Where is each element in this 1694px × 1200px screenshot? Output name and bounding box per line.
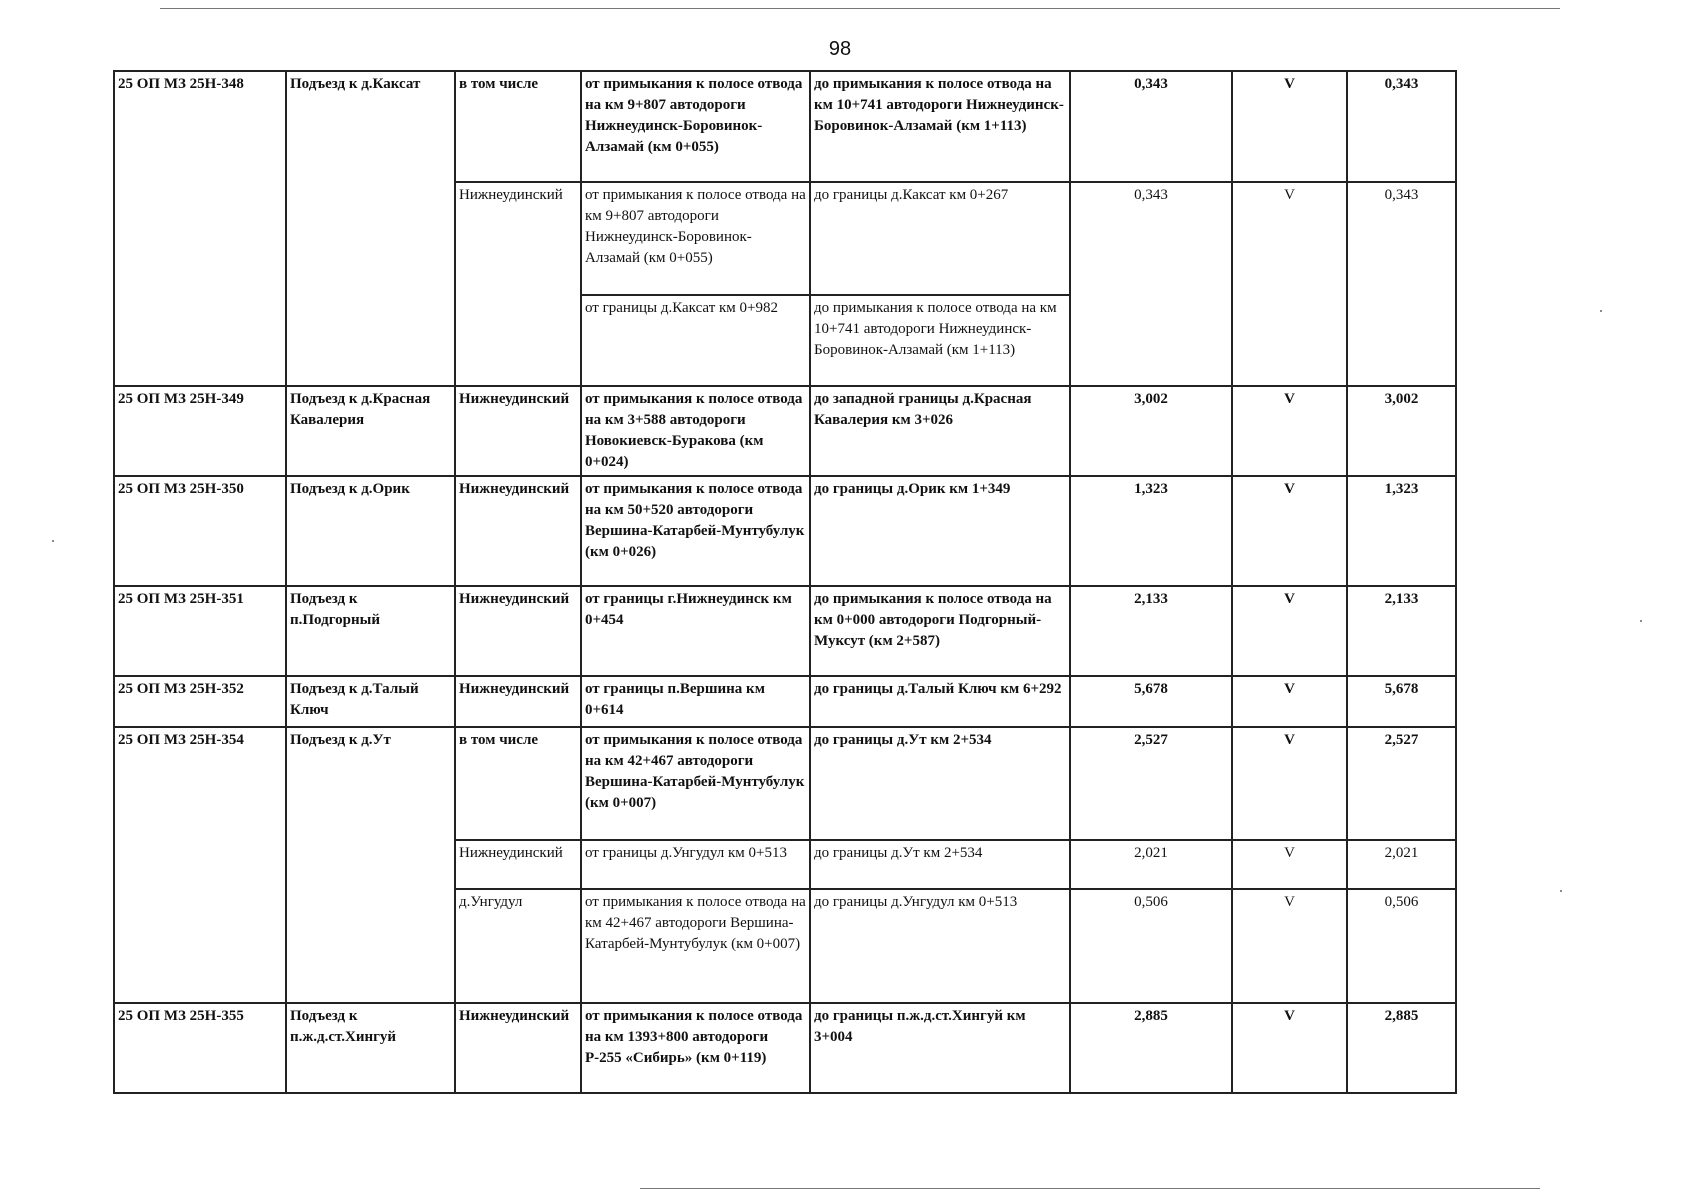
total-length: 0,343 [1347,71,1456,182]
road-category: V [1232,889,1347,1003]
district: Нижнеудинский [455,676,581,727]
length-km: 0,343 [1070,182,1232,386]
road-category: V [1232,840,1347,889]
total-length: 5,678 [1347,676,1456,727]
district: Нижнеудинский [455,476,581,586]
road-code: 25 ОП МЗ 25Н-355 [114,1003,286,1093]
district: в том числе [455,71,581,182]
segment-to: до границы д.Унгудул км 0+513 [810,889,1070,1003]
length-km: 2,133 [1070,586,1232,676]
segment-to: до западной границы д.Красная Кавалерия км 3+026 [810,386,1070,476]
segment-to: до границы п.ж.д.ст.Хингуй км 3+004 [810,1003,1070,1093]
segment-from: от примыкания к полосе отвода на км 3+588 автодороги Новокиевск-Буракова (км 0+024) [581,386,810,476]
road-category: V [1232,586,1347,676]
length-km: 5,678 [1070,676,1232,727]
road-name: Подъезд к п.Подгорный [286,586,455,676]
segment-from: от границы д.Каксат км 0+982 [581,295,810,386]
segment-to: до границы д.Ут км 2+534 [810,727,1070,840]
district: Нижнеудинский [455,586,581,676]
roads-table [113,70,1457,1094]
total-length: 2,021 [1347,840,1456,889]
table-row [114,476,1456,586]
total-length: 1,323 [1347,476,1456,586]
road-category: V [1232,1003,1347,1093]
segment-to: до примыкания к полосе отвода на км 0+000 автодороги Подгорный-Муксут (км 2+587) [810,586,1070,676]
total-length: 2,885 [1347,1003,1456,1093]
length-km: 2,021 [1070,840,1232,889]
segment-from: от примыкания к полосе отвода на км 50+520 автодороги Вершина-Катарбей-Мунтубулук (км 0+026) [581,476,810,586]
scan-speck [1560,890,1562,892]
length-km: 2,885 [1070,1003,1232,1093]
table-row [114,727,1456,840]
segment-to: до границы д.Ут км 2+534 [810,840,1070,889]
total-length: 2,133 [1347,586,1456,676]
district: Нижнеудинский [455,840,581,889]
road-category: V [1232,676,1347,727]
length-km: 2,527 [1070,727,1232,840]
segment-from: от границы г.Нижнеудинск км 0+454 [581,586,810,676]
scan-speck [1600,310,1602,312]
length-km: 0,343 [1070,71,1232,182]
table-row [114,676,1456,727]
length-km: 1,323 [1070,476,1232,586]
road-code: 25 ОП МЗ 25Н-349 [114,386,286,476]
district: Нижнеудинский [455,182,581,386]
road-name: Подъезд к д.Красная Кавалерия [286,386,455,476]
segment-to: до примыкания к полосе отвода на км 10+741 автодороги Нижнеудинск-Боровинок-Алзамай (км 1+113) [810,71,1070,182]
scan-speck [1640,620,1642,622]
page-number: 98 [828,38,852,60]
segment-from: от примыкания к полосе отвода на км 42+467 автодороги Вершина-Катарбей-Мунтубулук (км 0+007) [581,889,810,1003]
segment-to: до примыкания к полосе отвода на км 10+741 автодороги Нижнеудинск-Боровинок-Алзамай (км 1+113) [810,295,1070,386]
road-category: V [1232,727,1347,840]
total-length: 0,506 [1347,889,1456,1003]
road-category: V [1232,476,1347,586]
segment-from: от примыкания к полосе отвода на км 1393+800 автодороги Р-255 «Сибирь» (км 0+119) [581,1003,810,1093]
road-category: V [1232,386,1347,476]
segment-to: до границы д.Талый Ключ км 6+292 [810,676,1070,727]
segment-from: от примыкания к полосе отвода на км 9+807 автодороги Нижнеудинск-Боровинок-Алзамай (км 0+055) [581,182,810,295]
table-row [114,71,1456,182]
segment-to: до границы д.Орик км 1+349 [810,476,1070,586]
segment-from: от границы д.Унгудул км 0+513 [581,840,810,889]
scan-speck [52,540,54,542]
road-name: Подъезд к д.Талый Ключ [286,676,455,727]
length-km: 3,002 [1070,386,1232,476]
scan-line-bottom [640,1188,1540,1189]
segment-from: от примыкания к полосе отвода на км 9+807 автодороги Нижнеудинск-Боровинок-Алзамай (км 0+055) [581,71,810,182]
road-code: 25 ОП МЗ 25Н-354 [114,727,286,1003]
road-code: 25 ОП МЗ 25Н-352 [114,676,286,727]
segment-from: от границы п.Вершина км 0+614 [581,676,810,727]
total-length: 0,343 [1347,182,1456,386]
district: Нижнеудинский [455,386,581,476]
road-code: 25 ОП МЗ 25Н-348 [114,71,286,386]
total-length: 2,527 [1347,727,1456,840]
road-name: Подъезд к д.Каксат [286,71,455,386]
table-row [114,586,1456,676]
district: Нижнеудинский [455,1003,581,1093]
segment-from: от примыкания к полосе отвода на км 42+467 автодороги Вершина-Катарбей-Мунтубулук (км 0+007) [581,727,810,840]
total-length: 3,002 [1347,386,1456,476]
road-code: 25 ОП МЗ 25Н-350 [114,476,286,586]
table-row [114,386,1456,476]
road-name: Подъезд к д.Ут [286,727,455,1003]
road-name: Подъезд к п.ж.д.ст.Хингуй [286,1003,455,1093]
table-row [114,1003,1456,1093]
road-name: Подъезд к д.Орик [286,476,455,586]
segment-to: до границы д.Каксат км 0+267 [810,182,1070,295]
road-category: V [1232,182,1347,386]
length-km: 0,506 [1070,889,1232,1003]
scan-line-top [160,8,1560,9]
road-category: V [1232,71,1347,182]
district: д.Унгудул [455,889,581,1003]
road-code: 25 ОП МЗ 25Н-351 [114,586,286,676]
district: в том числе [455,727,581,840]
